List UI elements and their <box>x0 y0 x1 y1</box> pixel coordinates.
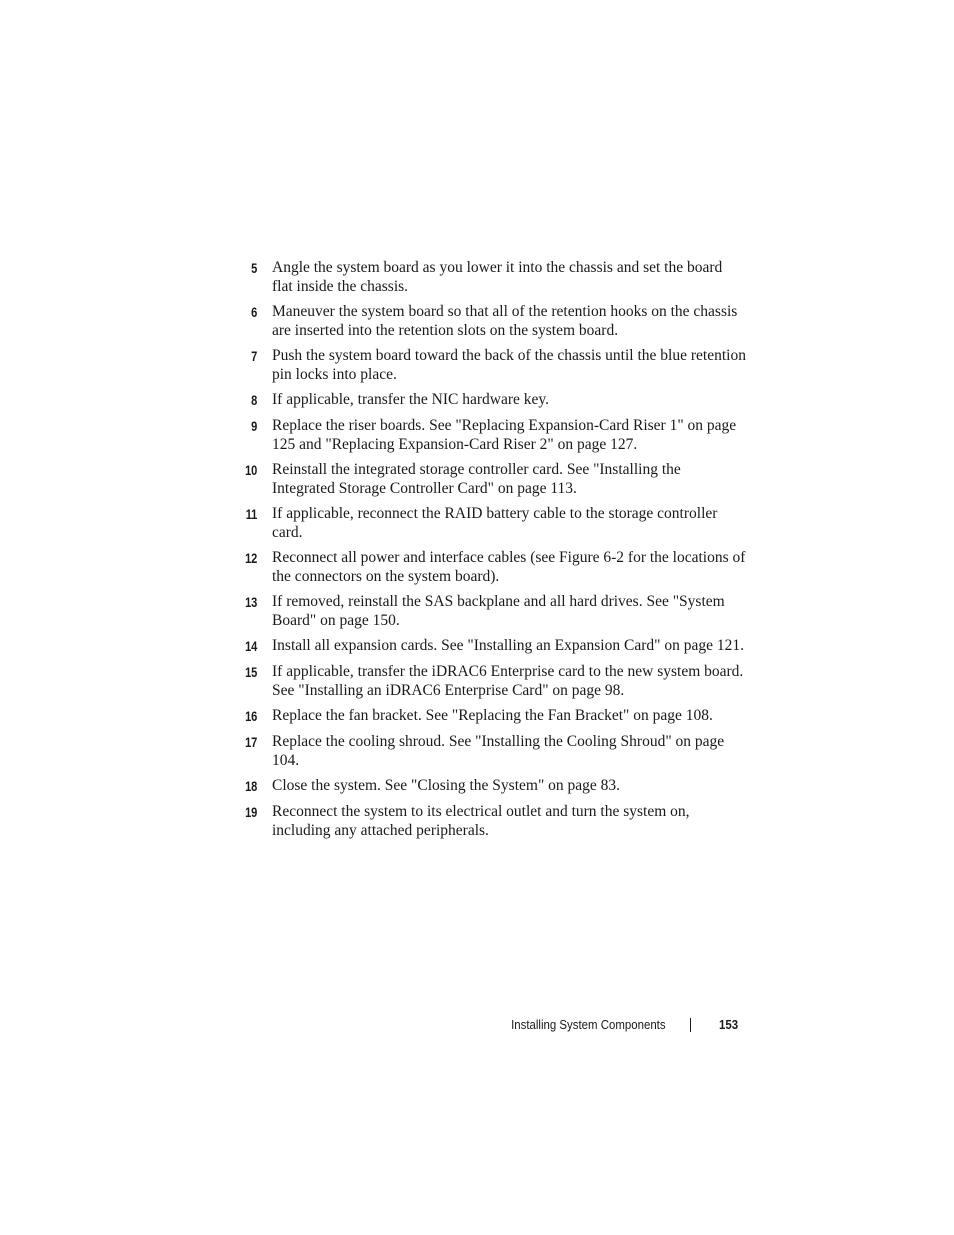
step-text: Reinstall the integrated storage controller card. See "Installing the Integrated Storage Controller Card" on page 113. <box>272 461 681 497</box>
step-item <box>236 732 746 770</box>
step-number: 14 <box>245 639 257 654</box>
step-item <box>236 636 746 656</box>
step-text: Reconnect the system to its electrical outlet and turn the system on, including any attached peripherals. <box>272 803 690 839</box>
step-text: Replace the cooling shroud. See "Installing the Cooling Shroud" on page 104. <box>272 733 725 769</box>
step-item <box>236 302 746 340</box>
step-text: Reconnect all power and interface cables (see Figure 6-2 for the locations of the connectors on the system board). <box>272 549 746 585</box>
step-text: Angle the system board as you lower it into the chassis and set the board flat inside the chassis. <box>272 259 723 295</box>
step-item <box>236 416 746 454</box>
step-number: 6 <box>251 305 257 320</box>
step-number: 17 <box>245 735 257 750</box>
step-text: Replace the riser boards. See "Replacing Expansion-Card Riser 1" on page 125 and "Replacing Expansion-Card Riser 2" on page 127. <box>272 417 737 453</box>
footer-separator <box>690 1018 691 1032</box>
step-number: 8 <box>251 393 257 408</box>
step-number: 18 <box>245 779 257 794</box>
procedure-steps <box>236 258 746 846</box>
step-item <box>236 258 746 296</box>
step-text: If applicable, reconnect the RAID battery cable to the storage controller card. <box>272 505 718 541</box>
step-item <box>236 592 746 630</box>
step-text: Push the system board toward the back of the chassis until the blue retention pin locks into place. <box>272 347 746 383</box>
step-text: Close the system. See "Closing the System" on page 83. <box>272 777 621 794</box>
step-number: 9 <box>251 419 257 434</box>
step-item <box>236 504 746 542</box>
step-item <box>236 390 746 410</box>
step-text: If applicable, transfer the iDRAC6 Enterprise card to the new system board. See "Installing an iDRAC6 Enterprise Card" on page 98. <box>272 663 744 699</box>
step-item <box>236 802 746 840</box>
step-number: 16 <box>245 709 257 724</box>
step-text: If applicable, transfer the NIC hardware key. <box>272 391 550 408</box>
step-number: 12 <box>245 551 257 566</box>
step-number: 5 <box>251 261 257 276</box>
step-item <box>236 346 746 384</box>
page-footer <box>0 1015 954 1035</box>
step-text: Replace the fan bracket. See "Replacing the Fan Bracket" on page 108. <box>272 707 713 724</box>
page-number: 153 <box>719 1017 739 1032</box>
step-item <box>236 706 746 726</box>
step-item <box>236 662 746 700</box>
step-number: 13 <box>245 595 257 610</box>
step-item <box>236 548 746 586</box>
step-number: 19 <box>245 805 257 820</box>
step-number: 10 <box>245 463 257 478</box>
step-number: 7 <box>251 349 257 364</box>
step-number: 15 <box>245 665 257 680</box>
step-text: Maneuver the system board so that all of the retention hooks on the chassis are inserted into the retention slots on the system board. <box>272 303 738 339</box>
step-number: 11 <box>245 507 257 522</box>
step-item <box>236 776 746 796</box>
step-text: If removed, reinstall the SAS backplane and all hard drives. See "System Board" on page 150. <box>272 593 725 629</box>
footer-section-title: Installing System Components <box>511 1017 666 1032</box>
step-item <box>236 460 746 498</box>
step-text: Install all expansion cards. See "Installing an Expansion Card" on page 121. <box>272 637 744 654</box>
